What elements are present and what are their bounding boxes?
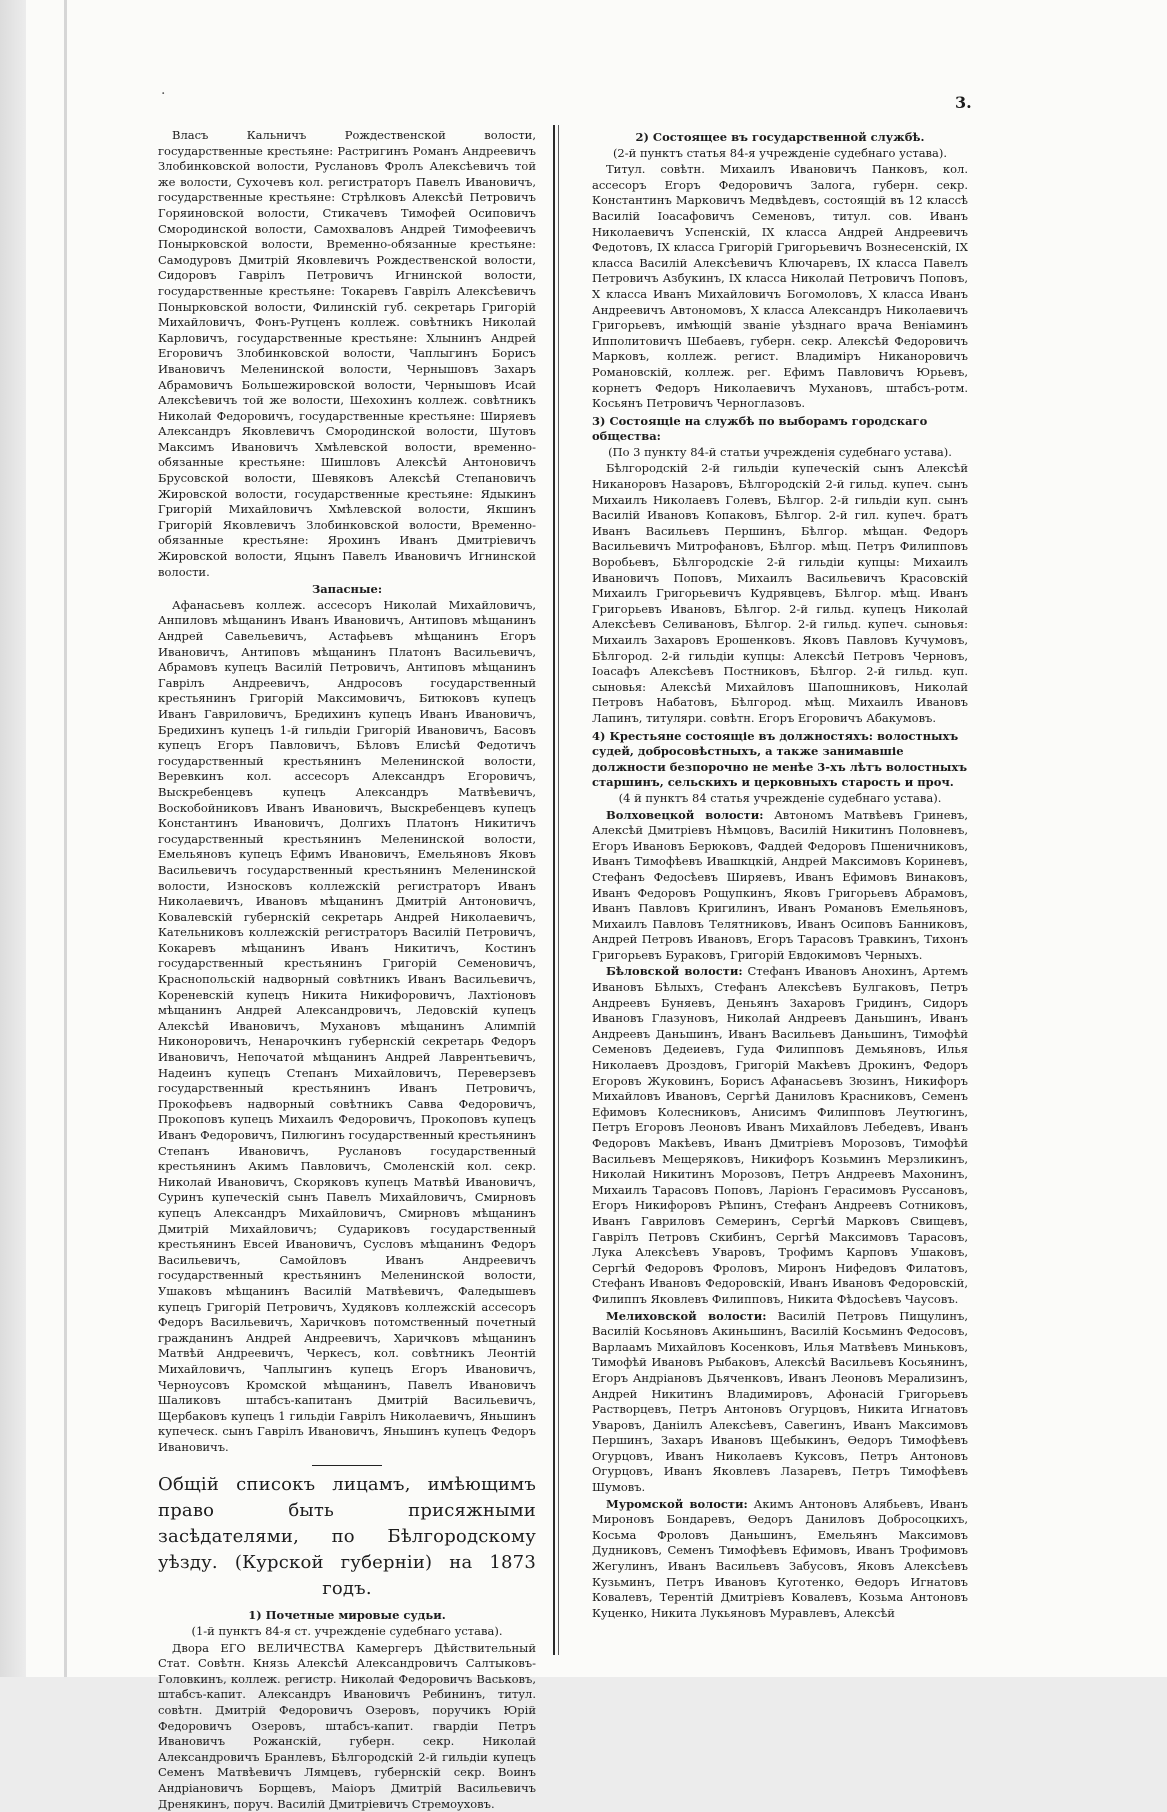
section-1-heading: 1) Почетные мировые судьи. — [248, 1608, 446, 1623]
section-1-list: Двора ЕГО ВЕЛИЧЕСТВА Камергеръ Дѣйствительный Стат. Совѣтн. Князь Алексѣй Александровичъ Салтыковъ-Головкинъ, коллеж. регистр. Николай Федоровичъ Васьковъ, штабсъ-капит. Александръ Ивановичъ Ребининъ, титул. совѣтн. Дмитрій Федоровичъ Озеровъ, поручикъ Юрій Федоровичъ Озеровъ, штабсъ-капит. гвардіи Петръ Ивановичъ Рожанскій, губерн. секр. Николай Александровичъ Бранлевъ, Бѣлгородскій 2-й гильдіи купецъ Семенъ Матвѣевичъ Лямцевъ, губернскій секр. Воинъ Андріановичъ Борщевъ, Маіоръ Дмитрій Васильевичъ Дренякинъ, поруч. Василій Дмитріевичъ Стремоуховъ. — [158, 1640, 536, 1811]
section-2-subhead: (2-й пунктъ статья 84-я учрежденіе судебнаго устава). — [612, 145, 948, 160]
section-4-subhead: (4 й пунктъ 84 статья учрежденіе судебнаго устава). — [618, 790, 942, 805]
section-3-heading: 3) Состоящіе на службѣ по выборамъ городскаго общества: — [592, 413, 928, 444]
page-number: 3. — [955, 93, 972, 112]
section-3-list: Бѣлгородскій 2-й гильдіи купеческій сынъ Алексѣй Никаноровъ Назаровъ, Бѣлгородскій 2-й гильд. купеч. сынъ Михаилъ Николаевъ Голевъ, Бѣлгор. 2-й гильдіи куп. сынъ Василій Ивановъ Копаковъ, Бѣлгор. 2-й гил. купеч. братъ Иванъ Васильевъ Першинъ, Бѣлгор. мѣщан. Федоръ Васильевичъ Митрофановъ, Бѣлгор. мѣщ. Петръ Филипповъ Воробьевъ, Бѣлгородскіе 2-й гильдіи купцы: Михаилъ Ивановичъ Поповъ, Михаилъ Васильевичъ Красовскій Михаилъ Григорьевичъ Кудрявцевъ, Бѣлгор. мѣщ. Иванъ Григорьевъ Ивановъ, Бѣлгор. 2-й гильд. купецъ Николай Алексѣевъ Селивановъ, Бѣлгор. 2-й гильд. купеч. сыновья: Михаилъ Захаровъ Ерошенковъ. Яковъ Павловъ Кучумовъ, Бѣлгород. 2-й гильдіи купцы: Алексѣй Петровъ Черновъ, Іоасафъ Алексѣевъ Постниковъ, Бѣлгор. 2-й гильд. куп. сыновья: Алексѣй Михайловъ Шапошниковъ, Николай Петровъ Набатовъ, Бѣлгород. мѣщ. Михаилъ Ивановъ Лапинъ, титуляри. совѣтн. Егоръ Егоровичъ Абакумовъ. — [592, 461, 968, 725]
column-divider-secondary — [558, 125, 559, 1655]
section-4-heading: 4) Крестьяне состоящіе въ должностяхъ: волостныхъ судей, добросовѣстныхъ, а также занимавшіе должности безпорочно не менѣе 3-хъ лѣтъ волостныхъ старшинъ, сельскихъ и церковныхъ старость и проч. — [592, 728, 968, 790]
jurors-list-continued: Власъ Кальничъ Рождественской волости, государственные крестьяне: Растригинъ Романъ Андреевичъ Злобинковской волости, Руслановъ Фролъ Алексѣевичъ той же волости, Сухочевъ кол. регистраторъ Павелъ Ивановичъ, государственные крестьяне: Стрѣлковъ Алексѣй Петровичъ Горяиновской волости, Стикачевъ Тимофей Осиповичъ Смородинской волости, Самохваловъ Андрей Тимофеевичъ Понырковской волости, Временно-обязанные крестьяне: Самодуровъ Дмитрій Яковлевичъ Рождественской волости, Сидоровъ Гаврілъ Петровичъ Игнинской волости, государственные крестьяне: Токаревъ Гаврілъ Алексѣевичъ Понырковской волости, Филинскій губ. секретарь Григорій Михайловичъ, Фонъ-Рутценъ коллеж. совѣтникъ Николай Карловичъ, государственные крестьяне: Хлынинъ Андрей Егоровичъ Злобинковской волости, Чаплыгинъ Борисъ Ивановичъ Меленинской волости, Чернышовъ Захаръ Абрамовичъ Большежировской волости, Чернышовъ Исай Алексѣевичъ той же волости, Шехохинъ коллеж. совѣтникъ Николай Федоровичъ, государственные крестьяне: Ширяевъ Александръ Яковлевичъ Смородинской волости, Шутовъ Максимъ Ивановичъ Хмѣлевской волости, временно-обязанные крестьяне: Шишловъ Алексѣй Антоновичъ Брусовской волости, Шевяковъ Алексѣй Степановичъ Жировской волости, государственные крестьяне: Ядыкинъ Григорій Михайловичъ Хмѣлевской волости, Якшинъ Григорій Яковлевичъ Злобинковской волости, Временно-обязанные крестьяне: Ярохинъ Иванъ Дмитріевичъ Жировской волости, Яцынъ Павелъ Ивановичъ Игнинской волости. — [158, 128, 536, 579]
volost-list-item — [592, 1309, 968, 1496]
volost-name: Волховецкой волости: — [606, 807, 764, 822]
left-column — [158, 128, 536, 1811]
corner-mark: · — [161, 86, 166, 102]
section-separator — [312, 1465, 382, 1466]
volost-list-item — [592, 1497, 968, 1622]
general-list-title: Общій списокъ лицамъ, имѣющимъ право быть присяжными засѣдателями, по Бѣлгородскому уѣзду. (Курской губерніи) на 1873 годъ. — [158, 1474, 536, 1600]
section-2-heading: 2) Состоящее въ государственной службѣ. — [635, 130, 925, 144]
volost-name: Мелиховской волости: — [606, 1308, 767, 1323]
section-3-subhead: (По 3 пункту 84-й статьи учрежденія судебнаго устава). — [608, 444, 952, 459]
column-divider — [553, 125, 555, 1655]
page-fold-shadow — [64, 0, 67, 1677]
volost-members: Акимъ Антоновъ Алябьевъ, Иванъ Мироновъ Бондаревъ, Өедоръ Даниловъ Добросоцкихъ, Косьма Фроловъ Даньшинъ, Емельянъ Максимовъ Дудниковъ, Семенъ Тимофѣевъ Ефимовъ, Иванъ Трофимовъ Жегулинъ, Иванъ Васильевъ Забусовъ, Яковъ Алексѣевъ Кузьминъ, Петръ Ивановъ Куготенко, Өедоръ Игнатовъ Ковалевъ, Терентій Дмитріевъ Ковалевъ, Козьма Антоновъ Куценко, Никита Лукьяновъ Муравлевъ, Алексѣй — [592, 1496, 968, 1620]
volost-name: Муромской волости: — [606, 1496, 748, 1511]
reserve-heading: Запасные: — [311, 582, 383, 597]
volost-name: Бѣловской волости: — [606, 964, 743, 979]
volost-members: Стефанъ Ивановъ Анохинъ, Артемъ Ивановъ Бѣлыхъ, Стефанъ Алексѣевъ Булгаковъ, Петръ Андреевъ Буняевъ, Деньянъ Захаровъ Гридинъ, Сидоръ Ивановъ Глазуновъ, Николай Андреевъ Даньшинъ, Иванъ Андреевъ Даньшинъ, Иванъ Васильевъ Даньшинъ, Тимофѣй Семеновъ Дедеиевъ, Гуда Филипповъ Демьяновъ, Илья Николаевъ Дроздовъ, Григорій Макѣевъ Дрокинъ, Федоръ Егоровъ Жуковинъ, Борисъ Афанасьевъ Зюзинъ, Никифоръ Михайловъ Ивановъ, Сергѣй Даниловъ Красниковъ, Семенъ Ефимовъ Колесниковъ, Анисимъ Филипповъ Леутюгинъ, Петръ Егоровъ Леоновъ Иванъ Михайловъ Лебедевъ, Иванъ Федоровъ Макѣевъ, Иванъ Дмитріевъ Морозовъ, Тимофѣй Васильевъ Мещеряковъ, Никифоръ Козьминъ Мерзликинъ, Николай Никитинъ Морозовъ, Петръ Андреевъ Махонинъ, Михаилъ Тарасовъ Поповъ, Ларіонъ Герасимовъ Руссановъ, Егоръ Никифоровъ Рѣпинъ, Стефанъ Андреевъ Сотниковъ, Иванъ Гавриловъ Семеринъ, Сергѣй Марковъ Свищевъ, Гаврілъ Петровъ Скибинъ, Сергѣй Максимовъ Тарасовъ, Лука Алексѣевъ Уваровъ, Трофимъ Карповъ Ушаковъ, Сергѣй Федоровъ Фроловъ, Миронъ Нифедовъ Филатовъ, Стефанъ Ивановъ Федоровскій, Иванъ Ивановъ Федоровскій, Филиппъ Яковлевъ Филипповъ, Никита Фѣдосѣевъ Чаусовъ. — [592, 964, 968, 1306]
volost-members: Автономъ Матвѣевъ Гриневъ, Алексѣй Дмитріевъ Нѣмцовъ, Василій Никитинъ Половневъ, Егоръ Ивановъ Берюковъ, Фаддей Федоровъ Пшеничниковъ, Иванъ Тимофѣевъ Ивашкцкій, Андрей Максимовъ Кориневъ, Стефанъ Федосѣевъ Ширяевъ, Иванъ Ефимовъ Винаковъ, Иванъ Федоровъ Рощупкинъ, Яковъ Григорьевъ Абрамовъ, Иванъ Павловъ Кригилинъ, Иванъ Романовъ Емельяновъ, Михаилъ Павловъ Телятниковъ, Иванъ Осиповъ Банниковъ, Андрей Петровъ Ивановъ, Егоръ Тарасовъ Травкинъ, Тихонъ Григорьевъ Бураковъ, Григорій Евдокимовъ Черныхъ. — [592, 807, 968, 962]
volost-list-item — [592, 808, 968, 964]
page-edge-left — [0, 0, 26, 1677]
section-1-subhead: (1-й пунктъ 84-я ст. учрежденіе судебнаго устава). — [191, 1624, 503, 1639]
volost-members: Василій Петровъ Пищулинъ, Василій Косьяновъ Акиньшинъ, Василій Косьминъ Федосовъ, Варлаамъ Михайловъ Косенковъ, Илья Матвѣевъ Миньковъ, Тимофѣй Ивановъ Рыбаковъ, Алексѣй Васильевъ Косьянинъ, Егоръ Андріановъ Дьяченковъ, Иванъ Леоновъ Мерализинъ, Андрей Никитинъ Владимировъ, Афонасій Григорьевъ Растворцевъ, Петръ Антоновъ Огурцовъ, Никита Игнатовъ Уваровъ, Даніилъ Алексѣевъ, Савегинъ, Иванъ Максимовъ Першинъ, Захаръ Ивановъ Щебыкинъ, Өедоръ Тимофѣевъ Огурцовъ, Иванъ Николаевъ Куксовъ, Петръ Антоновъ Огурцовъ, Иванъ Яковлевъ Лазаревъ, Петръ Тимофѣевъ Шумовъ. — [592, 1308, 968, 1495]
section-2-list: Титул. совѣтн. Михаилъ Ивановичъ Панковъ, кол. ассесоръ Егоръ Федоровичъ Залога, губерн. секр. Константинъ Марковичъ Медвѣдевъ, состоящій въ 12 классѣ Василій Іоасафовичъ Семеновъ, титул. сов. Иванъ Николаевичъ Успенскій, IX класса Андрей Андреевичъ Федотовъ, IX класса Григорій Григорьевичъ Вознесенскій, IX класса Василій Алексѣевичъ Ключаревъ, IX класса Павелъ Петровичъ Азбукинъ, IX класса Николай Петровичъ Поповъ, X класса Иванъ Михайловичъ Богомоловъ, X класса Иванъ Андреевичъ Автономовъ, X класса Александръ Николаевичъ Григорьевъ, имѣющій званіе уѣзднаго врача Веніаминъ Ипполитовичъ Шебаевъ, губерн. секр. Алексѣй Федоровичъ Марковъ, коллеж. регист. Владиміръ Никаноровичъ Романовскій, коллеж. рег. Ефимъ Павловичъ Юрьевъ, корнетъ Федоръ Николаевичъ Мухановъ, штабсъ-ротм. Косьянъ Петровичъ Черноглазовъ. — [592, 162, 968, 411]
volost-list-item — [592, 964, 968, 1307]
reserve-jurors-list: Афанасьевъ коллеж. ассесоръ Николай Михайловичъ, Анпиловъ мѣщанинъ Иванъ Ивановичъ, Антиповъ мѣщанинъ Андрей Савельевичъ, Астафьевъ мѣщанинъ Егоръ Ивановичъ, Антиповъ мѣщанинъ Платонъ Васильевичъ, Абрамовъ купецъ Василій Петровичъ, Антиповъ мѣщанинъ Гаврілъ Андреевичъ, Андросовъ государственный крестьянинъ Григорій Максимовичъ, Битюковъ купецъ Иванъ Гавриловичъ, Бредихинъ купецъ Иванъ Ивановичъ, Бредихинъ купецъ 1-й гильдіи Григорій Ивановичъ, Басовъ купецъ Егоръ Павловичъ, Бѣловъ Елисѣй Федотичъ государственный крестьянинъ Меленинской волости, Веревкинъ кол. ассесоръ Александръ Егоровичъ, Выскребенцевъ купецъ Александръ Матвѣевичъ, Воскобойниковъ Иванъ Ивановичъ, Выскребенцевъ купецъ Константинъ Ивановичъ, Долгихъ Платонъ Никитичъ государственный крестьянинъ Меленинской волости, Емельяновъ купецъ Ефимъ Ивановичъ, Емельяновъ Яковъ Васильевичъ государственный крестьянинъ Меленинской волости, Износковъ коллежскій регистраторъ Иванъ Николаевичъ, Ивановъ мѣщанинъ Дмитрій Антоновичъ, Ковалевскій губернскій секретарь Андрей Николаевичъ, Кательниковъ коллежскій регистраторъ Василій Петровичъ, Кокаревъ мѣщанинъ Иванъ Никитичъ, Костинъ государственный крестьянинъ Григорій Семеновичъ, Краснопольскій надворный совѣтникъ Иванъ Васильевичъ, Кореневскій купецъ Никита Никифоровичъ, Лахтіоновъ мѣщанинъ Андрей Александровичъ, Ледовскій купецъ Алексѣй Ивановичъ, Мухановъ мѣщанинъ Алимпій Никоноровичъ, Ненарочкинъ губернскій секретарь Федоръ Ивановичъ, Непочатой мѣщанинъ Андрей Лаврентьевичъ, Надеинъ купецъ Степанъ Михайловичъ, Переверзевъ государственный крестьянинъ Иванъ Петровичъ, Прокофьевъ надворный совѣтникъ Савва Федоровичъ, Прокоповъ купецъ Михаилъ Федоровичъ, Прокоповъ купецъ Иванъ Федоровичъ, Пилюгинъ государственный крестьянинъ Степанъ Ивановичъ, Руслановъ государственный крестьянинъ Акимъ Павловичъ, Смоленскій кол. секр. Николай Ивановичъ, Скоряковъ купецъ Матвѣй Ивановичъ, Суринъ купеческій сынъ Павелъ Михайловичъ, Смирновъ купецъ Александръ Михайловичъ, Смирновъ мѣщанинъ Дмитрій Михайловичъ; Судариковъ государственный крестьянинъ Евсей Ивановичъ, Сусловъ мѣщанинъ Федоръ Васильевичъ, Самойловъ Иванъ Андреевичъ государственный крестьянинъ Меленинской волости, Ушаковъ мѣщанинъ Василій Матвѣевичъ, Фаледышевъ купецъ Григорій Петровичъ, Худяковъ коллежскій ассесоръ Федоръ Васильевичъ, Харичковъ потомственный почетный гражданинъ Андрей Андреевичъ, Харичковъ мѣщанинъ Матвѣй Андреевичъ, Черкесъ, кол. совѣтникъ Леонтій Михайловичъ, Чаплыгинъ купецъ Егоръ Ивановичъ, Черноусовъ Кромской мѣщанинъ, Павелъ Ивановичъ Шаликовъ штабсъ-капитанъ Дмитрій Васильевичъ, Щербаковъ купецъ 1 гильдіи Гаврілъ Николаевичъ, Яньшинъ купеческ. сынъ Гаврілъ Ивановичъ, Яньшинъ купецъ Федоръ Ивановичъ. — [158, 597, 536, 1454]
right-column — [592, 128, 968, 1620]
